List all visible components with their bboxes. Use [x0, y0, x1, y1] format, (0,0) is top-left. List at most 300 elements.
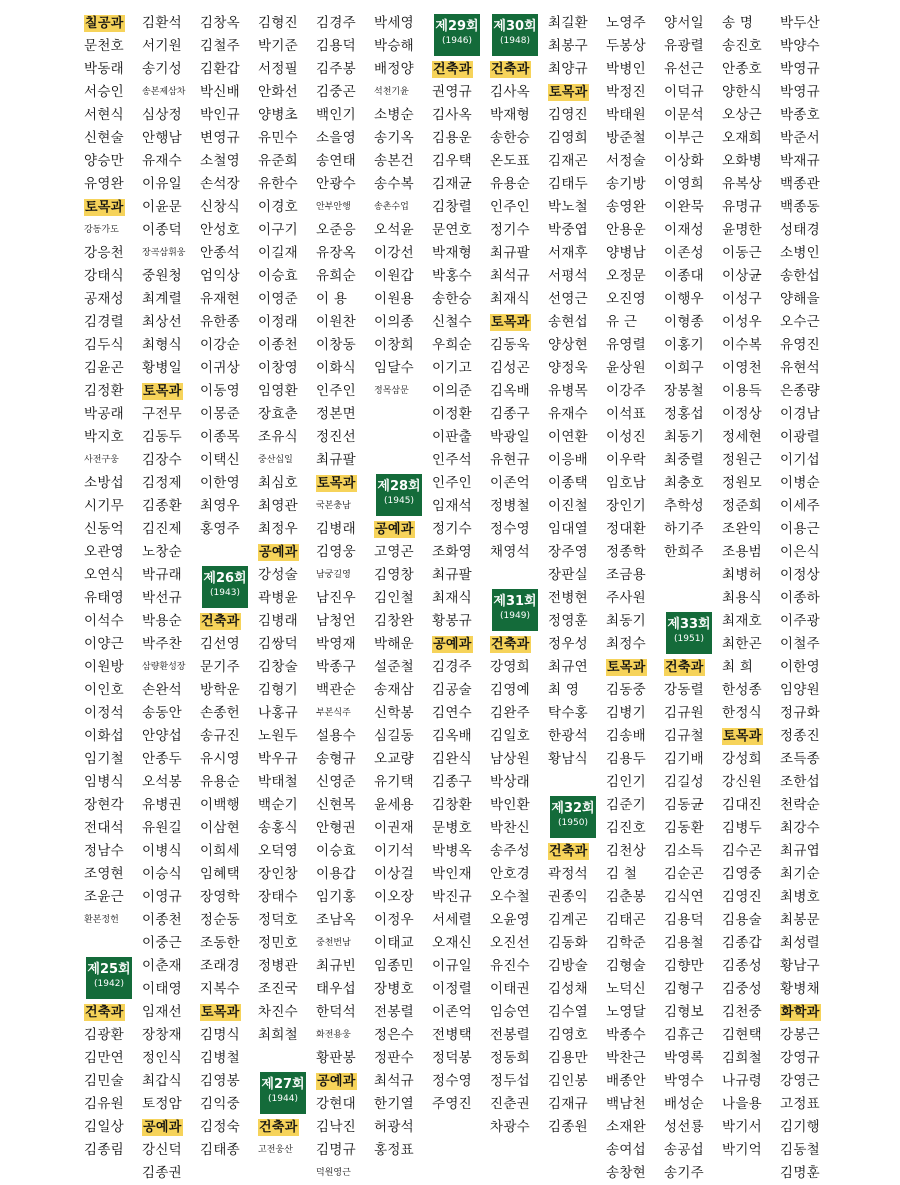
name-entry: 황남식 — [548, 751, 589, 767]
name-entry: 김종구 — [432, 774, 473, 790]
class-year: (1943) — [210, 588, 240, 598]
name-entry: 송공섭 — [664, 1142, 705, 1158]
department-label — [548, 81, 612, 104]
spacer — [664, 564, 728, 587]
name-entry: 박찬근 — [606, 1050, 647, 1066]
name-entry: 김정숙 — [200, 1119, 241, 1135]
name-entry: 천락순 — [780, 797, 821, 813]
spacer — [664, 587, 728, 610]
name-entry: 이우락 — [606, 452, 647, 468]
roster-column — [432, 12, 496, 1116]
roster-column — [374, 12, 438, 1162]
name-entry: 양병초 — [258, 107, 299, 123]
name-entry: 나을용 — [722, 1096, 763, 1112]
name-entry: 박준서 — [780, 130, 821, 146]
name-entry: 박영수 — [664, 1073, 705, 1089]
name-entry: 정기수 — [432, 521, 473, 537]
name-entry: 김영봉 — [200, 1073, 241, 1089]
name-entry: 안광수 — [316, 176, 357, 192]
name-entry: 토정암 — [142, 1096, 183, 1112]
roster-column — [142, 12, 206, 1185]
name-entry: 박광일 — [490, 429, 531, 445]
name-entry: 김소득 — [664, 843, 705, 859]
name-entry: 노영달 — [606, 1004, 647, 1020]
name-entry: 김명식 — [200, 1027, 241, 1043]
name-entry: 유태영 — [84, 590, 125, 606]
name-entry: 서기원 — [142, 38, 183, 54]
name-entry: 이석수 — [84, 613, 125, 629]
name-entry: 송동안 — [142, 705, 183, 721]
name-entry: 김용철 — [664, 935, 705, 951]
name-entry: 임재선 — [142, 1004, 183, 1020]
name-entry: 이종대 — [664, 268, 705, 284]
name-entry: 이종덕 — [142, 222, 183, 238]
name-entry: 박태철 — [258, 774, 299, 790]
name-entry: 김재균 — [432, 176, 473, 192]
name-entry: 조금용 — [606, 567, 647, 583]
name-entry: 정병철 — [490, 498, 531, 514]
graduation-class-header — [492, 14, 538, 56]
name-entry: 김종원 — [548, 1119, 589, 1135]
name-entry: 주사원 — [606, 590, 647, 606]
name-entry: 이기고 — [432, 360, 473, 376]
name-entry: 김영호 — [548, 1027, 589, 1043]
department-label — [200, 1001, 264, 1024]
name-entry: 오재희 — [722, 130, 763, 146]
name-entry: 은종량 — [780, 383, 821, 399]
roster-column — [664, 12, 728, 1185]
name-entry: 김동중 — [606, 682, 647, 698]
name-entry: 유 근 — [606, 314, 638, 330]
name-entry: 조한섭 — [780, 774, 821, 790]
name-entry: 백종동 — [780, 199, 821, 215]
name-entry: 오윤영 — [490, 912, 531, 928]
class-number: 제28회 — [377, 479, 421, 494]
class-year: (1944) — [268, 1094, 298, 1104]
name-entry: 백남천 — [606, 1096, 647, 1112]
name-entry: 장영학 — [200, 889, 241, 905]
name-entry: 정규화 — [780, 705, 821, 721]
name-entry: 이수복 — [722, 337, 763, 353]
name-entry: 장효춘 — [258, 406, 299, 422]
name-entry: 장인창 — [258, 866, 299, 882]
name-entry: 백종관 — [780, 176, 821, 192]
name-entry: 강신원 — [722, 774, 763, 790]
name-entry: 임기철 — [84, 751, 125, 767]
name-entry: 김유원 — [84, 1096, 125, 1112]
name-entry: 박인규 — [200, 107, 241, 123]
name-entry: 송규진 — [200, 728, 241, 744]
name-entry: 윤상원 — [606, 360, 647, 376]
name-entry: 박노철 — [548, 199, 589, 215]
name-entry: 이승식 — [142, 866, 183, 882]
name-entry: 김용운 — [432, 130, 473, 146]
name-entry: 안양섭 — [142, 728, 183, 744]
class-year: (1948) — [500, 36, 530, 46]
name-entry: 구전무 — [142, 406, 183, 422]
name-entry: 권종익 — [548, 889, 589, 905]
name-entry: 정덕호 — [258, 912, 299, 928]
name-entry: 서재후 — [548, 245, 589, 261]
name-entry: 오덕영 — [258, 843, 299, 859]
name-entry: 이기석 — [374, 843, 415, 859]
name-entry: 오연식 — [84, 567, 125, 583]
name-entry: 김규철 — [664, 728, 705, 744]
name-entry: 송주성 — [490, 843, 531, 859]
name-entry: 임호남 — [606, 475, 647, 491]
name-entry: 송촌수업 — [374, 202, 409, 212]
department-label — [142, 1116, 206, 1139]
name-entry: 중천번남 — [316, 938, 351, 948]
name-entry: 김선영 — [200, 636, 241, 652]
name-entry: 김영진 — [722, 889, 763, 905]
name-entry: 김희철 — [722, 1050, 763, 1066]
name-entry: 이완묵 — [664, 199, 705, 215]
name-entry: 김영진 — [548, 107, 589, 123]
name-entry: 이의준 — [432, 383, 473, 399]
name-entry: 오수근 — [780, 314, 821, 330]
name-entry: 최영우 — [200, 498, 241, 514]
name-entry: 이종하 — [780, 590, 821, 606]
name-entry: 김동화 — [548, 935, 589, 951]
department-label — [258, 1116, 322, 1139]
name-entry: 차진수 — [258, 1004, 299, 1020]
name-entry: 최규빈 — [316, 958, 357, 974]
name-entry: 이원방 — [84, 659, 125, 675]
name-entry: 이존억 — [432, 1004, 473, 1020]
name-entry: 김영희 — [548, 130, 589, 146]
name-entry: 김정제 — [142, 475, 183, 491]
name-entry: 정두섭 — [490, 1073, 531, 1089]
name-entry: 이몽준 — [200, 406, 241, 422]
name-entry: 김장수 — [142, 452, 183, 468]
name-entry: 방학운 — [200, 682, 241, 698]
department-label — [316, 1070, 380, 1093]
name-entry: 조동한 — [200, 935, 241, 951]
name-entry: 김두식 — [84, 337, 125, 353]
name-entry: 김수열 — [548, 1004, 589, 1020]
name-entry: 박기억 — [722, 1142, 763, 1158]
name-entry: 김춘봉 — [606, 889, 647, 905]
name-entry: 박영규 — [780, 61, 821, 77]
name-entry: 환본정헌 — [84, 915, 119, 925]
graduation-class-header — [492, 589, 538, 631]
name-entry: 양승만 — [84, 153, 125, 169]
name-entry: 이재성 — [664, 222, 705, 238]
name-entry: 사전구웅 — [84, 455, 119, 465]
name-entry: 오정문 — [606, 268, 647, 284]
department-name: 공예과 — [317, 1074, 356, 1089]
name-entry: 김동두 — [142, 429, 183, 445]
spacer — [84, 932, 148, 955]
name-entry: 김형보 — [664, 1004, 705, 1020]
name-entry: 강영규 — [780, 1050, 821, 1066]
name-entry: 양서일 — [664, 15, 705, 31]
name-entry: 노덕신 — [606, 981, 647, 997]
name-entry: 송기방 — [606, 176, 647, 192]
name-entry: 노창순 — [142, 544, 183, 560]
name-entry: 이한영 — [200, 475, 241, 491]
name-entry: 최규연 — [548, 659, 589, 675]
name-entry: 김진호 — [606, 820, 647, 836]
class-year: (1946) — [442, 36, 472, 46]
name-entry: 손석장 — [200, 176, 241, 192]
name-entry: 박진규 — [432, 889, 473, 905]
name-entry: 유병목 — [548, 383, 589, 399]
name-entry: 정남수 — [84, 843, 125, 859]
name-entry: 김인기 — [606, 774, 647, 790]
name-entry: 문연호 — [432, 222, 473, 238]
department-label — [84, 1001, 148, 1024]
name-entry: 김송배 — [606, 728, 647, 744]
department-label — [432, 633, 496, 656]
name-entry: 김형술 — [606, 958, 647, 974]
name-entry: 이종택 — [548, 475, 589, 491]
name-entry: 서평석 — [548, 268, 589, 284]
roster-column — [84, 12, 148, 1162]
name-entry: 권영규 — [432, 84, 473, 100]
name-entry: 유선근 — [664, 61, 705, 77]
name-entry: 이인호 — [84, 682, 125, 698]
name-entry: 유재현 — [200, 291, 241, 307]
name-entry: 이존억 — [490, 475, 531, 491]
name-entry: 배정양 — [374, 61, 415, 77]
name-entry: 안종석 — [200, 245, 241, 261]
name-entry: 이성진 — [606, 429, 647, 445]
name-entry: 김병기 — [606, 705, 647, 721]
department-name: 공예과 — [375, 522, 414, 537]
name-entry: 송진호 — [722, 38, 763, 54]
name-entry: 이종목 — [200, 429, 241, 445]
name-entry: 이강순 — [200, 337, 241, 353]
department-label — [142, 380, 206, 403]
roster-column — [606, 12, 670, 1185]
name-entry: 박기준 — [258, 38, 299, 54]
name-entry: 중산십일 — [258, 455, 293, 465]
department-name: 토목과 — [85, 200, 124, 215]
name-entry: 시기무 — [84, 498, 125, 514]
name-entry: 이용갑 — [316, 866, 357, 882]
name-entry: 한기열 — [374, 1096, 415, 1112]
name-entry: 박인환 — [490, 797, 531, 813]
name-entry: 박세영 — [374, 15, 415, 31]
name-entry: 서정필 — [258, 61, 299, 77]
name-entry: 박신배 — [200, 84, 241, 100]
name-entry: 임대열 — [548, 521, 589, 537]
name-entry: 소재완 — [606, 1119, 647, 1135]
name-entry: 조득종 — [780, 751, 821, 767]
name-entry: 이화섭 — [84, 728, 125, 744]
name-entry: 김환석 — [142, 15, 183, 31]
name-entry: 안행남 — [142, 130, 183, 146]
spacer — [200, 541, 264, 564]
name-entry: 정본면 — [316, 406, 357, 422]
name-entry: 김방술 — [548, 958, 589, 974]
name-entry: 박찬신 — [490, 820, 531, 836]
name-entry: 전병택 — [432, 1027, 473, 1043]
name-entry: 김동철 — [780, 1142, 821, 1158]
name-entry: 신철수 — [432, 314, 473, 330]
name-entry: 신영준 — [316, 774, 357, 790]
name-entry: 김인봉 — [548, 1073, 589, 1089]
name-entry: 신현술 — [84, 130, 125, 146]
name-entry: 김광환 — [84, 1027, 125, 1043]
name-entry: 김철주 — [200, 38, 241, 54]
name-entry: 이규일 — [432, 958, 473, 974]
name-entry: 유희순 — [316, 268, 357, 284]
name-entry: 정종진 — [780, 728, 821, 744]
name-entry: 이길재 — [258, 245, 299, 261]
class-year: (1950) — [558, 818, 588, 828]
name-entry: 이홍기 — [664, 337, 705, 353]
name-entry: 곽병윤 — [258, 590, 299, 606]
name-entry: 하기주 — [664, 521, 705, 537]
department-label — [490, 58, 554, 81]
name-entry: 안종두 — [142, 751, 183, 767]
roster-column — [780, 12, 844, 1185]
spacer — [258, 1047, 322, 1070]
name-entry: 신동억 — [84, 521, 125, 537]
department-name: 공예과 — [259, 545, 298, 560]
name-entry: 양병남 — [606, 245, 647, 261]
class-number: 제25회 — [87, 962, 131, 977]
name-entry: 이판출 — [432, 429, 473, 445]
name-entry: 신창식 — [200, 199, 241, 215]
name-entry: 이응배 — [548, 452, 589, 468]
name-entry: 이삼현 — [200, 820, 241, 836]
name-entry: 김재규 — [548, 1096, 589, 1112]
name-entry: 이상균 — [722, 268, 763, 284]
name-entry: 남상원 — [490, 751, 531, 767]
name-entry: 설준철 — [374, 659, 415, 675]
department-label — [374, 518, 438, 541]
name-entry: 양정욱 — [548, 360, 589, 376]
name-entry: 김종림 — [84, 1142, 125, 1158]
name-entry: 삼량환성장 — [142, 662, 186, 672]
name-entry: 정은수 — [374, 1027, 415, 1043]
name-entry: 이경호 — [258, 199, 299, 215]
name-entry: 김천중 — [722, 1004, 763, 1020]
name-entry: 유원길 — [142, 820, 183, 836]
name-entry: 김동환 — [664, 820, 705, 836]
name-entry: 최강수 — [780, 820, 821, 836]
name-entry: 최 영 — [548, 682, 580, 698]
name-entry: 박규래 — [142, 567, 183, 583]
graduation-class-header — [550, 796, 596, 838]
roster-column — [316, 12, 380, 1185]
name-entry: 김종권 — [142, 1165, 183, 1181]
name-entry: 오수철 — [490, 889, 531, 905]
name-entry: 이동근 — [722, 245, 763, 261]
name-entry: 장태수 — [258, 889, 299, 905]
name-entry: 이춘재 — [142, 958, 183, 974]
name-entry: 오재신 — [432, 935, 473, 951]
class-year: (1949) — [500, 611, 530, 621]
name-entry: 이용근 — [780, 521, 821, 537]
name-entry: 지복수 — [200, 981, 241, 997]
name-entry: 김태곤 — [606, 912, 647, 928]
name-entry: 이진철 — [548, 498, 589, 514]
name-entry: 송형규 — [316, 751, 357, 767]
name-entry: 박상래 — [490, 774, 531, 790]
name-entry: 강봉근 — [780, 1027, 821, 1043]
class-number: 제32회 — [551, 801, 595, 816]
name-entry: 태우섭 — [316, 981, 357, 997]
name-entry: 최규팔 — [316, 452, 357, 468]
name-entry: 유장옥 — [316, 245, 357, 261]
name-entry: 박중엽 — [548, 222, 589, 238]
name-entry: 나규령 — [722, 1073, 763, 1089]
department-name: 화학과 — [781, 1005, 820, 1020]
department-label — [316, 472, 380, 495]
name-entry: 박태원 — [606, 107, 647, 123]
name-entry: 김창완 — [374, 613, 415, 629]
name-entry: 송본제삼차 — [142, 87, 186, 97]
name-entry: 김종갑 — [722, 935, 763, 951]
name-entry: 최충호 — [664, 475, 705, 491]
name-entry: 유용순 — [490, 176, 531, 192]
name-entry: 전병현 — [548, 590, 589, 606]
name-entry: 김명규 — [316, 1142, 357, 1158]
name-entry: 김종성 — [722, 958, 763, 974]
name-entry: 이원찬 — [316, 314, 357, 330]
department-label — [490, 633, 554, 656]
name-entry: 석천기윤 — [374, 87, 409, 97]
name-entry: 고전웅산 — [258, 1145, 293, 1155]
name-entry: 우희순 — [432, 337, 473, 353]
name-entry: 김태종 — [200, 1142, 241, 1158]
name-entry: 정홍섭 — [664, 406, 705, 422]
class-number: 제29회 — [435, 19, 479, 34]
name-entry: 인주인 — [490, 199, 531, 215]
department-name: 건축과 — [433, 62, 472, 77]
name-entry: 이덕규 — [664, 84, 705, 100]
name-entry: 박우규 — [258, 751, 299, 767]
name-entry: 윤세용 — [374, 797, 415, 813]
name-entry: 이원갑 — [374, 268, 415, 284]
name-entry: 김규원 — [664, 705, 705, 721]
name-entry: 정목삼문 — [374, 386, 409, 396]
name-entry: 송영완 — [606, 199, 647, 215]
name-entry: 이원용 — [374, 291, 415, 307]
name-entry: 이정상 — [780, 567, 821, 583]
name-entry: 이정상 — [722, 406, 763, 422]
name-entry: 이강선 — [374, 245, 415, 261]
department-label — [258, 541, 322, 564]
department-name: 토목과 — [317, 476, 356, 491]
name-entry: 오진영 — [606, 291, 647, 307]
name-entry: 이석표 — [606, 406, 647, 422]
name-entry: 최기순 — [780, 866, 821, 882]
name-entry: 박공래 — [84, 406, 125, 422]
name-entry: 설용수 — [316, 728, 357, 744]
name-entry: 소병순 — [374, 107, 415, 123]
name-entry: 이경남 — [780, 406, 821, 422]
department-name: 토목과 — [607, 660, 646, 675]
department-name: 건축과 — [85, 1005, 124, 1020]
name-entry: 정동희 — [490, 1050, 531, 1066]
name-entry: 김환갑 — [200, 61, 241, 77]
name-entry: 정원모 — [722, 475, 763, 491]
department-name: 건축과 — [491, 62, 530, 77]
name-entry: 김창술 — [258, 659, 299, 675]
name-entry: 김형기 — [258, 682, 299, 698]
name-entry: 김옥배 — [432, 728, 473, 744]
name-entry: 송한승 — [490, 130, 531, 146]
name-entry: 김사옥 — [432, 107, 473, 123]
name-entry: 주영진 — [432, 1096, 473, 1112]
name-entry: 서정술 — [606, 153, 647, 169]
